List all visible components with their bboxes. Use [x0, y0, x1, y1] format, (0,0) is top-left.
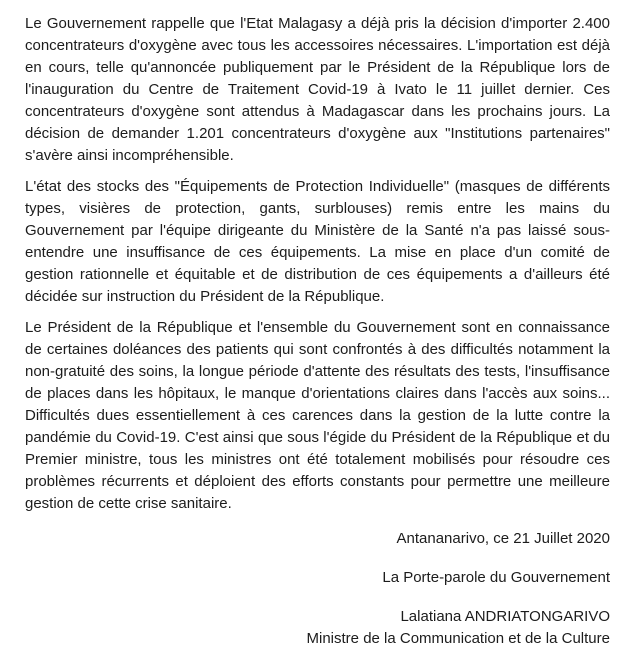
signature-role: La Porte-parole du Gouvernement	[382, 569, 610, 586]
paragraph-patient-grievances: Le Président de la République et l'ensemble du Gouvernement sont en connaissance de certaines doléances des patients qui sont confrontés à des difficultés notamment la non-gratuité des soins, la longue période d'attente des résultats des tests, l'insuffisance de places dans les hôpitaux, le manque d'orientations claires dans l'accès aux soins... Difficultés dues essentiellement à ces carences dans la gestion de la lutte contre la pandémie du Covid-19. C'est ainsi que sous l'égide du Président de la République et du Premier ministre, tous les ministres ont été totalement mobilisés pour résoudre ces problèmes récurrents et déploient des efforts constants pour permettre une meilleure gestion de cette crise sanitaire.	[25, 319, 610, 512]
signature-name: Lalatiana ANDRIATONGARIVO	[400, 608, 610, 625]
signature-place-date: Antananarivo, ce 21 Juillet 2020	[396, 530, 610, 547]
paragraph-ppe-stocks: L'état des stocks des "Équipements de Protection Individuelle" (masques de différents types, visières de protection, gants, surblouses) remis entre les mains du Gouvernement par l'équipe dirigeante du Ministère de la Santé n'a pas laissé sous-entendre une insuffisance de ces équipements. La mise en place d'un comité de gestion rationnelle et équitable et de distribution de ces équipements a d'ailleurs été décidée sur instruction du Président de la République.	[25, 178, 610, 305]
paragraph-oxygen-concentrators: Le Gouvernement rappelle que l'Etat Malagasy a déjà pris la décision d'importer 2.400 concentrateurs d'oxygène avec tous les accessoires nécessaires. L'importation est déjà en cours, telle qu'annoncée publiquement par le Président de la République lors de l'inauguration du Centre de Traitement Covid-19 à Ivato le 11 juillet dernier. Ces concentrateurs d'oxygène sont attendus à Madagascar dans les prochains jours. La décision de demander 1.201 concentrateurs d'oxygène aux "Institutions partenaires" s'avère ainsi incompréhensible.	[25, 15, 610, 164]
signature-block	[25, 528, 610, 650]
signature-title: Ministre de la Communication et de la Culture	[306, 630, 610, 647]
